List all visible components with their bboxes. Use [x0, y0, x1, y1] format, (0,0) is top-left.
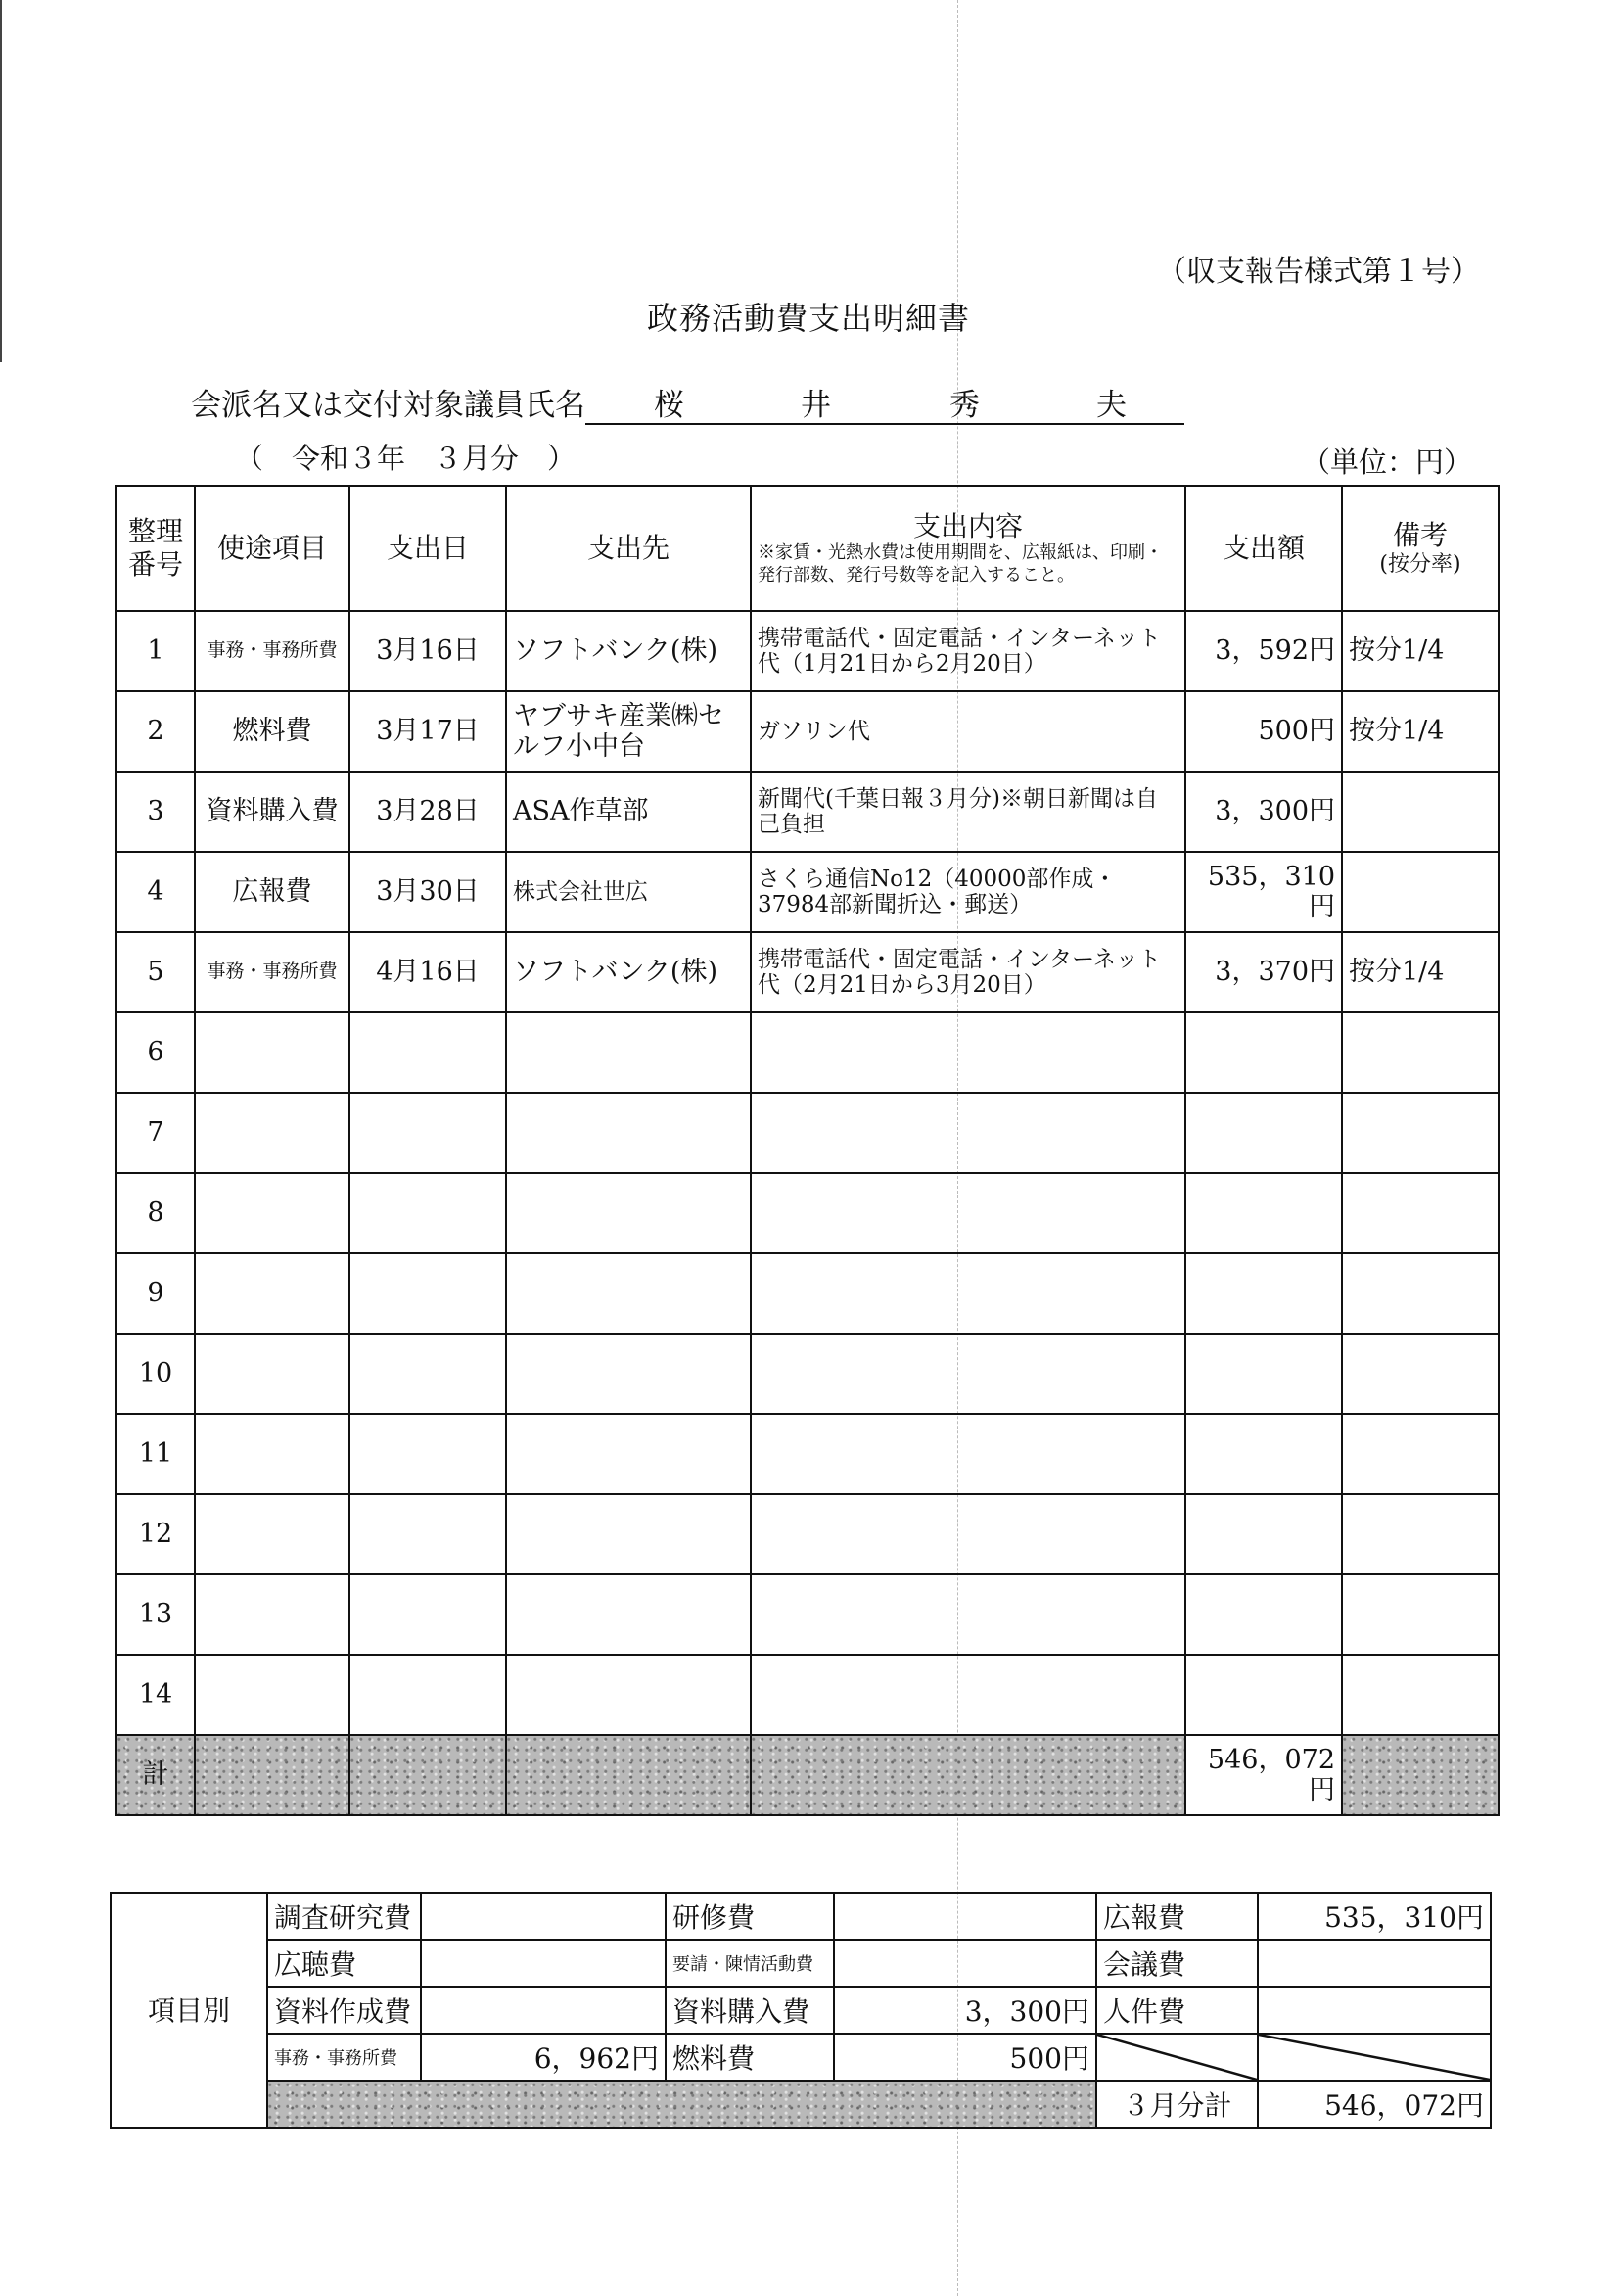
row-category: 資料購入費 [195, 772, 349, 852]
summary-label-materials-purchase: 資料購入費 [666, 1987, 834, 2034]
summary-value-petition [834, 1940, 1096, 1987]
shaded-cell [195, 1735, 349, 1815]
row-no: 13 [116, 1574, 195, 1655]
table-row [116, 1414, 1499, 1494]
table-row [116, 1012, 1499, 1093]
summary-value-training [834, 1893, 1096, 1940]
row-no: 6 [116, 1012, 195, 1093]
row-date: 4月16日 [349, 932, 506, 1012]
row-payee [506, 1655, 751, 1735]
table-row [116, 691, 1499, 772]
summary-table [110, 1892, 1492, 2129]
row-amount: 535，310円 [1185, 852, 1342, 932]
summary-value-research [421, 1893, 666, 1940]
row-category [195, 1173, 349, 1253]
row-content [751, 1093, 1185, 1173]
row-no: 14 [116, 1655, 195, 1735]
col-header-content-title: 支出内容 [912, 509, 1023, 542]
shaded-cell [1342, 1735, 1499, 1815]
row-content [751, 1574, 1185, 1655]
table-row [116, 772, 1499, 852]
summary-label-personnel: 人件費 [1096, 1987, 1258, 2034]
summary-value-office: 6，962円 [421, 2034, 666, 2081]
row-no: 9 [116, 1253, 195, 1334]
row-content [751, 1655, 1185, 1735]
summary-label-research: 調査研究費 [267, 1893, 421, 1940]
row-payee [506, 1414, 751, 1494]
col-header-remarks-sub: (按分率) [1379, 551, 1461, 577]
row-no: 2 [116, 691, 195, 772]
row-remarks [1342, 1334, 1499, 1414]
row-no: 7 [116, 1093, 195, 1173]
col-header-payee: 支出先 [506, 486, 751, 611]
summary-value-meeting [1258, 1940, 1491, 1987]
row-date [349, 1012, 506, 1093]
summary-row [111, 2081, 1491, 2128]
row-date [349, 1574, 506, 1655]
summary-label-training: 研修費 [666, 1893, 834, 1940]
row-no: 10 [116, 1334, 195, 1414]
row-date [349, 1093, 506, 1173]
summary-value-publicity: 535，310円 [1258, 1893, 1491, 1940]
row-amount: 3，370円 [1185, 932, 1342, 1012]
member-name-char: 秀 [949, 388, 980, 423]
row-date [349, 1655, 506, 1735]
row-category [195, 1334, 349, 1414]
row-remarks: 按分1/4 [1342, 691, 1499, 772]
summary-row [111, 2034, 1491, 2081]
table-row [116, 1574, 1499, 1655]
summary-label-publicity: 広報費 [1096, 1893, 1258, 1940]
row-amount: 3，592円 [1185, 611, 1342, 691]
row-payee [506, 1253, 751, 1334]
summary-value-fuel: 500円 [834, 2034, 1096, 2081]
summary-label-meeting: 会議費 [1096, 1940, 1258, 1987]
expense-table [116, 485, 1500, 1816]
member-name-char: 井 [801, 388, 831, 423]
row-remarks: 按分1/4 [1342, 932, 1499, 1012]
row-amount: 500円 [1185, 691, 1342, 772]
row-amount: 3，300円 [1185, 772, 1342, 852]
summary-label-materials-making: 資料作成費 [267, 1987, 421, 2034]
row-content [751, 1414, 1185, 1494]
currency-unit: （単位：円） [1301, 445, 1472, 479]
row-category: 燃料費 [195, 691, 349, 772]
report-period: （ 令和３年 ３月分 ） [235, 442, 577, 475]
row-amount [1185, 1253, 1342, 1334]
row-payee [506, 1012, 751, 1093]
table-row [116, 1334, 1499, 1414]
row-content: さくら通信No12（40000部作成・37984部新聞折込・郵送） [751, 852, 1185, 932]
member-label: 会派名又は交付対象議員氏名 [191, 388, 585, 423]
row-amount [1185, 1655, 1342, 1735]
summary-value-materials-purchase: 3，300円 [834, 1987, 1096, 2034]
row-category [195, 1253, 349, 1334]
row-content: 携帯電話代・固定電話・インターネット代（1月21日から2月20日） [751, 611, 1185, 691]
row-remarks [1342, 1093, 1499, 1173]
row-remarks [1342, 772, 1499, 852]
row-amount [1185, 1574, 1342, 1655]
table-row [116, 1655, 1499, 1735]
row-payee: ソフトバンク(株) [506, 611, 751, 691]
table-row [116, 852, 1499, 932]
row-category [195, 1012, 349, 1093]
shaded-cell [506, 1735, 751, 1815]
row-amount [1185, 1173, 1342, 1253]
col-header-content-note: ※家賃・光熱水費は使用期間を、広報紙は、印刷・発行部数、発行号数等を記入すること。 [758, 542, 1163, 586]
row-content: 新聞代(千葉日報３月分)※朝日新聞は自己負担 [751, 772, 1185, 852]
row-no: 3 [116, 772, 195, 852]
row-date: 3月30日 [349, 852, 506, 932]
summary-side-label: 項目別 [111, 1893, 267, 2128]
row-payee [506, 1173, 751, 1253]
row-payee [506, 1494, 751, 1574]
shaded-cell [751, 1735, 1185, 1815]
table-row [116, 1494, 1499, 1574]
row-payee [506, 1574, 751, 1655]
summary-value-hearing [421, 1940, 666, 1987]
summary-label-fuel: 燃料費 [666, 2034, 834, 2081]
row-payee: ASA作草部 [506, 772, 751, 852]
row-date: 3月28日 [349, 772, 506, 852]
summary-row [111, 1893, 1491, 1940]
row-payee [506, 1093, 751, 1173]
diagonal-blank-cell [1258, 2034, 1491, 2081]
row-category: 事務・事務所費 [195, 611, 349, 691]
member-name [585, 380, 1184, 425]
col-header-remarks [1342, 486, 1499, 611]
row-remarks [1342, 1655, 1499, 1735]
shaded-cell [267, 2081, 1096, 2128]
col-header-date: 支出日 [349, 486, 506, 611]
member-name-char: 夫 [1096, 388, 1127, 423]
row-date [349, 1173, 506, 1253]
row-date [349, 1253, 506, 1334]
diagonal-blank-cell [1096, 2034, 1258, 2081]
row-payee: ソフトバンク(株) [506, 932, 751, 1012]
row-remarks [1342, 1494, 1499, 1574]
row-remarks [1342, 1574, 1499, 1655]
shaded-cell [349, 1735, 506, 1815]
summary-value-materials-making [421, 1987, 666, 2034]
col-header-category: 使途項目 [195, 486, 349, 611]
summary-label-office: 事務・事務所費 [267, 2034, 421, 2081]
summary-label-petition: 要請・陳情活動費 [666, 1940, 834, 1987]
row-amount [1185, 1012, 1342, 1093]
row-date [349, 1494, 506, 1574]
form-code: （収支報告様式第１号） [1157, 255, 1480, 289]
row-payee: ヤブサキ産業㈱セルフ小中台 [506, 691, 751, 772]
month-total-label: ３月分計 [1096, 2081, 1258, 2128]
row-no: 11 [116, 1414, 195, 1494]
row-remarks [1342, 1173, 1499, 1253]
document-title: 政務活動費支出明細書 [646, 300, 970, 337]
table-row [116, 1173, 1499, 1253]
summary-row [111, 1940, 1491, 1987]
row-content [751, 1494, 1185, 1574]
row-payee: 株式会社世広 [506, 852, 751, 932]
table-row [116, 1253, 1499, 1334]
row-category [195, 1414, 349, 1494]
col-header-remarks-title: 備考 [1392, 519, 1448, 551]
row-content [751, 1012, 1185, 1093]
row-no: 12 [116, 1494, 195, 1574]
row-amount [1185, 1494, 1342, 1574]
row-date [349, 1334, 506, 1414]
row-remarks [1342, 1414, 1499, 1494]
table-row [116, 611, 1499, 691]
row-content [751, 1334, 1185, 1414]
row-content: ガソリン代 [751, 691, 1185, 772]
row-remarks [1342, 1253, 1499, 1334]
row-date: 3月16日 [349, 611, 506, 691]
row-content: 携帯電話代・固定電話・インターネット代（2月21日から3月20日） [751, 932, 1185, 1012]
row-remarks: 按分1/4 [1342, 611, 1499, 691]
summary-row [111, 1987, 1491, 2034]
col-header-amount: 支出額 [1185, 486, 1342, 611]
table-row [116, 932, 1499, 1012]
row-content [751, 1173, 1185, 1253]
col-header-no: 整理番号 [116, 486, 195, 611]
row-date: 3月17日 [349, 691, 506, 772]
table-header-row [116, 486, 1499, 611]
row-amount [1185, 1334, 1342, 1414]
row-category [195, 1574, 349, 1655]
row-no: 1 [116, 611, 195, 691]
row-no: 8 [116, 1173, 195, 1253]
row-remarks [1342, 1012, 1499, 1093]
row-category [195, 1494, 349, 1574]
member-name-char: 桜 [654, 388, 684, 423]
row-no: 4 [116, 852, 195, 932]
total-amount: 546，072円 [1185, 1735, 1342, 1815]
row-amount [1185, 1093, 1342, 1173]
row-date [349, 1414, 506, 1494]
row-content [751, 1253, 1185, 1334]
summary-value-personnel [1258, 1987, 1491, 2034]
col-header-content [751, 486, 1185, 611]
row-payee [506, 1334, 751, 1414]
row-category [195, 1655, 349, 1735]
row-category: 事務・事務所費 [195, 932, 349, 1012]
total-label: 計 [116, 1735, 195, 1815]
row-remarks [1342, 852, 1499, 932]
total-row [116, 1735, 1499, 1815]
row-category [195, 1093, 349, 1173]
month-total-value: 546，072円 [1258, 2081, 1491, 2128]
summary-label-hearing: 広聴費 [267, 1940, 421, 1987]
row-amount [1185, 1414, 1342, 1494]
row-category: 広報費 [195, 852, 349, 932]
row-no: 5 [116, 932, 195, 1012]
table-row [116, 1093, 1499, 1173]
